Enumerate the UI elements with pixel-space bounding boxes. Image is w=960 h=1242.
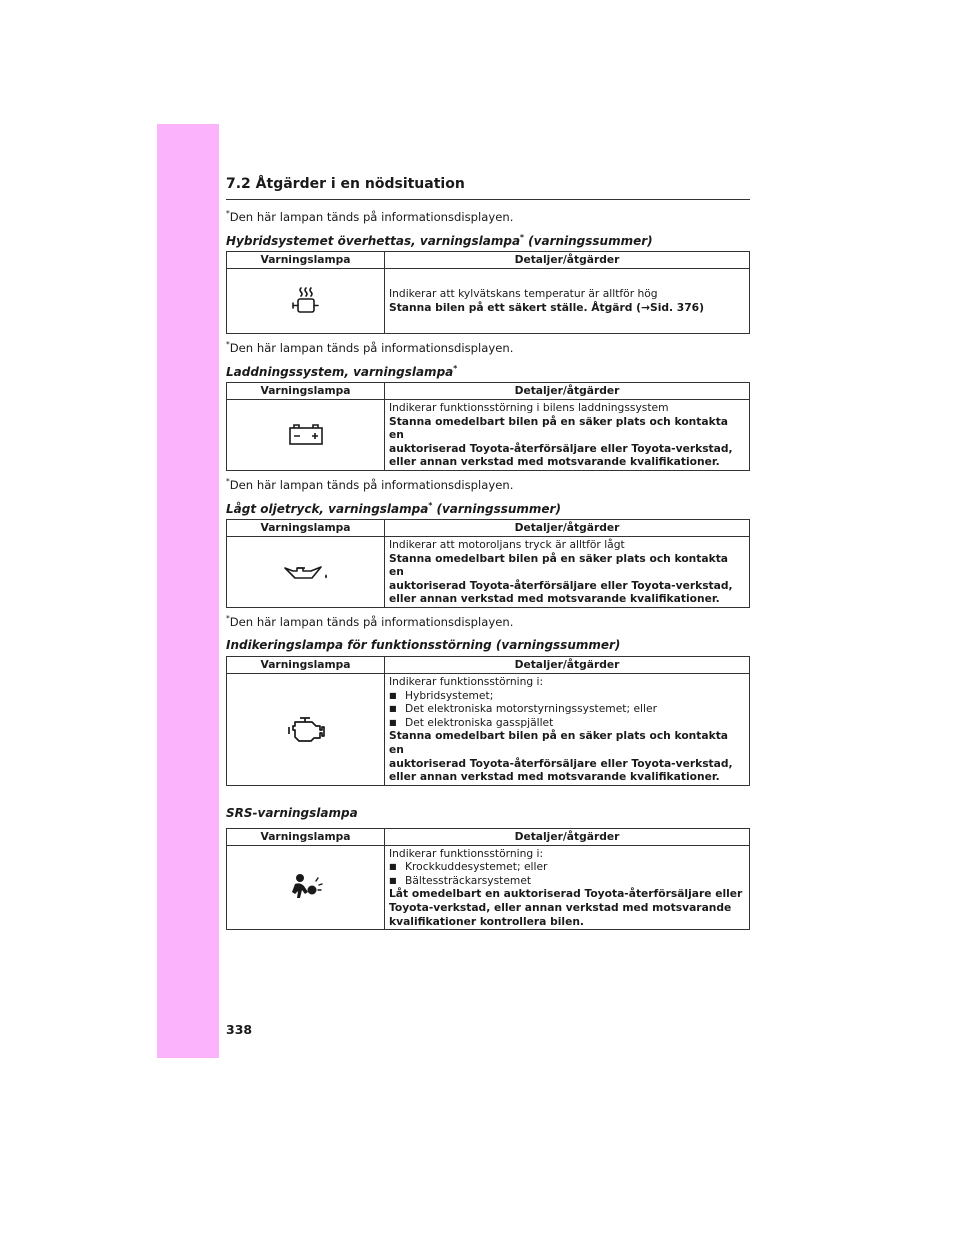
block-title: Hybridsystemet överhettas, varningslampa* (varningssummer) xyxy=(226,233,653,248)
detail-line-action: Stanna omedelbart bilen på en säker plats och kontakta en xyxy=(389,551,729,579)
oil-can-icon xyxy=(283,561,329,583)
footnote: *Den här lampan tänds på informationsdisplayen. xyxy=(226,613,514,629)
engine-icon xyxy=(286,714,326,744)
warning-table xyxy=(226,519,750,608)
footnote: *Den här lampan tänds på informationsdisplayen. xyxy=(226,340,514,355)
footnote: *Den här lampan tänds på informationsdisplayen. xyxy=(226,209,514,224)
block-title: Lågt oljetryck, varningslampa* (varningssummer) xyxy=(226,500,561,516)
sidebar-tab xyxy=(157,124,219,1058)
detail-line-action: Stanna omedelbart bilen på en säker plats och kontakta en xyxy=(389,414,729,442)
detail-line-action: Stanna omedelbart bilen på en säker plats och kontakta en xyxy=(389,729,729,756)
detail-line: Indikerar funktionsstörning i bilens laddningssystem xyxy=(389,401,669,414)
detail-line: Indikerar funktionsstörning i: xyxy=(389,846,544,860)
col-header-details: Detaljer/åtgärder xyxy=(385,383,750,400)
detail-line-action: auktoriserad Toyota-återförsäljare eller Toyota-verkstad, xyxy=(389,578,733,592)
warning-table xyxy=(226,828,750,931)
detail-line: Indikerar att kylvätskans temperatur är alltför hög xyxy=(389,287,658,301)
col-header-details: Detaljer/åtgärder xyxy=(385,519,750,536)
page-content xyxy=(226,176,750,936)
col-header-details: Detaljer/åtgärder xyxy=(385,828,750,845)
airbag-icon xyxy=(288,871,324,903)
detail-line-action: Stanna bilen på ett säkert ställe. Åtgärd (→Sid. 376) xyxy=(389,301,704,314)
warning-table xyxy=(226,382,750,471)
detail-bullet: ■ Hybridsystemet; xyxy=(389,689,745,703)
detail-bullet: ■ Det elektroniska motorstyrningssystemet; eller xyxy=(389,702,745,716)
col-header-details: Detaljer/åtgärder xyxy=(385,252,750,269)
col-header-lamp: Varningslampa xyxy=(227,656,385,673)
warning-table xyxy=(226,656,750,786)
detail-line-action: eller annan verkstad med motsvarande kvalifikationer. xyxy=(389,455,720,469)
detail-bullet: ■ Bältessträckarsystemet xyxy=(389,874,745,888)
detail-line-action: eller annan verkstad med motsvarande kvalifikationer. xyxy=(389,592,720,606)
detail-line: Indikerar funktionsstörning i: xyxy=(389,674,544,688)
block-title: Indikeringslampa för funktionsstörning (varningssummer) xyxy=(226,637,621,652)
warning-table xyxy=(226,251,750,334)
detail-line: Indikerar att motoroljans tryck är alltför lågt xyxy=(389,537,625,551)
section-header: 7.2 Åtgärder i en nödsituation xyxy=(226,176,750,200)
detail-bullet: ■ Det elektroniska gasspjället xyxy=(389,716,745,730)
col-header-lamp: Varningslampa xyxy=(227,252,385,269)
block-title: Laddningssystem, varningslampa* xyxy=(226,364,458,379)
detail-line-action: Toyota-verkstad, eller annan verkstad med motsvarande xyxy=(389,901,732,915)
detail-line-action: auktoriserad Toyota-återförsäljare eller Toyota-verkstad, xyxy=(389,756,733,770)
detail-bullet: ■ Krockkuddesystemet; eller xyxy=(389,860,745,874)
detail-line-action: eller annan verkstad med motsvarande kvalifikationer. xyxy=(389,770,720,784)
col-header-lamp: Varningslampa xyxy=(227,519,385,536)
battery-icon xyxy=(288,424,324,446)
col-header-lamp: Varningslampa xyxy=(227,383,385,400)
col-header-lamp: Varningslampa xyxy=(227,828,385,845)
detail-line-action: Låt omedelbart en auktoriserad Toyota-återförsäljare eller xyxy=(389,887,743,901)
footnote: *Den här lampan tänds på informationsdisplayen. xyxy=(226,476,514,492)
col-header-details: Detaljer/åtgärder xyxy=(385,656,750,673)
coolant-temperature-icon xyxy=(289,286,323,316)
block-title: SRS-varningslampa xyxy=(226,805,358,820)
page-number: 338 xyxy=(226,1022,253,1037)
detail-line-action: auktoriserad Toyota-återförsäljare eller Toyota-verkstad, xyxy=(389,441,733,455)
detail-line-action: kvalifikationer kontrollera bilen. xyxy=(389,914,584,928)
